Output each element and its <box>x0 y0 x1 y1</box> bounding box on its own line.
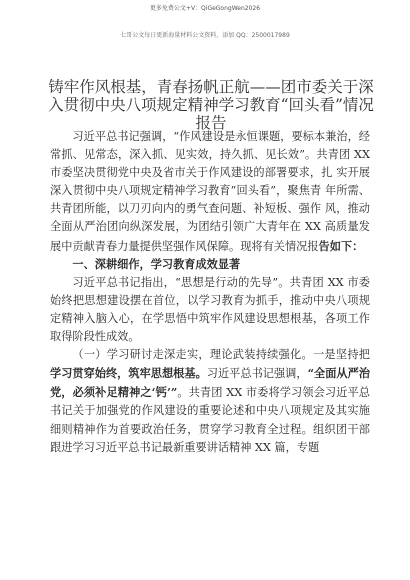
document-body <box>50 128 370 457</box>
item-paragraph <box>50 346 370 457</box>
section-paragraph: 习近平总书记指出，“思想是行动的先导”。共青团 XX 市委始终把思想建设摆在首位，以学习教育为抓手，推动中央八项规定精神入脑入心，在学思悟中筑牢作风建设思想根基，各项工作取得阶段性成效。 <box>50 275 370 344</box>
intro-text-bold: 告如下： <box>318 238 364 253</box>
item-text: 习近平总书记强调， <box>206 367 308 381</box>
document-title: 铸牢作风根基，青春扬帆正航——团市委关于深入贯彻中央八项规定精神学习教育“回头看”情况报告 <box>48 78 374 132</box>
item-bold-lead: 学习贯穿始终，筑牢思想根基。 <box>50 366 207 381</box>
item-text-rest: 。共青团 XX 市委将学习领会习近平总书记关于加强党的作风建设的重要论述和中央八项规定及其实施细则精神作为首要政治任务，贯穿学习教育全过程。组织团干部跟进学习习近平总书记最新重要讲话精神 XX 篇，专题 <box>50 386 370 454</box>
intro-paragraph <box>50 128 370 256</box>
section-heading: 一、深耕细作，学习教育成效显著 <box>72 257 241 271</box>
item-lead: （一）学习研讨走深走实，理论武装持续强化。一是坚持把 <box>72 348 370 362</box>
header-note: 七哥公文每日更新海量材料公文资料，添加 QQ：2500017989 <box>120 32 290 39</box>
intro-text: 习近平总书记强调，“作风建设是永恒课题，要标本兼治，经常抓、见常态，深入抓、见实效，持久抓、见长效”。共青团 XX 市委坚决贯彻党中央及省市关于作风建设的部署要求，扎 实开展深入贯彻中央八项规定精神学习教育”回头看”，聚焦青 年所需、共青团所能，以刀刃向内的勇气查问题、补短板、强作 风，推动全面从严治团向纵深发展，为团结引领广大青年在 XX 高质量发展中贡献青春力量提供坚强作风保障。现将有关情况报 <box>50 130 370 253</box>
item-bold-quote: “全面从严治党，必须补足精神之‘钙’” <box>50 366 370 400</box>
watermark-text: 更多免费公文+V：QiGeGongWen2026 <box>149 5 261 12</box>
